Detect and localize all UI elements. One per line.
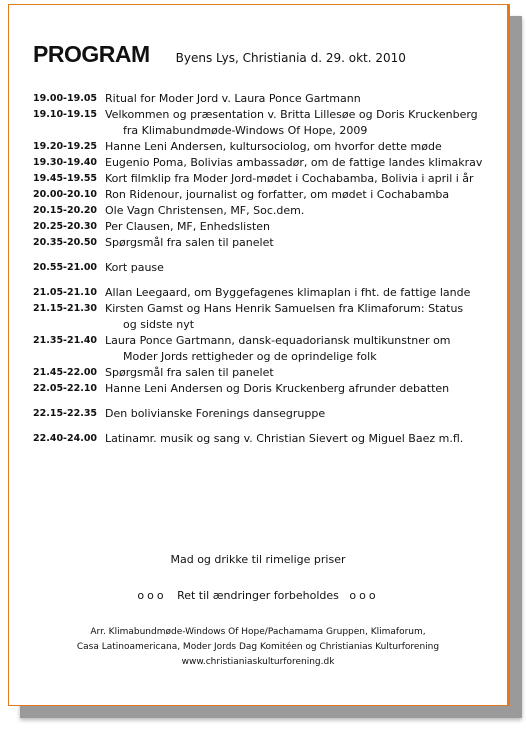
schedule-text bbox=[105, 91, 498, 107]
organizers-line-1: Arr. Klimabundmøde-Windows Of Hope/Pachamama Gruppen, Klimaforum, bbox=[90, 627, 426, 637]
schedule-description: Allan Leegaard, om Byggefagenes klimaplan i fht. de fattige lande bbox=[105, 286, 471, 299]
schedule-description: Ole Vagn Christensen, MF, Soc.dem. bbox=[105, 204, 305, 217]
schedule-list bbox=[33, 91, 498, 447]
row-gap bbox=[33, 276, 498, 285]
schedule-time: 21.45-22.00 bbox=[33, 367, 98, 378]
schedule-row bbox=[33, 187, 498, 203]
event-venue-date: Byens Lys, Christiania d. 29. okt. 2010 bbox=[175, 51, 406, 65]
schedule-text bbox=[105, 301, 498, 333]
header bbox=[33, 41, 493, 68]
schedule-text bbox=[105, 219, 498, 235]
schedule-row bbox=[33, 203, 498, 219]
schedule-description: Spørgsmål fra salen til panelet bbox=[105, 236, 274, 249]
schedule-time: 19.10-19.15 bbox=[33, 109, 98, 120]
schedule-time: 21.05-21.10 bbox=[33, 287, 98, 298]
schedule-text bbox=[105, 431, 498, 447]
schedule-time: 22.40-24.00 bbox=[33, 433, 98, 444]
schedule-text bbox=[105, 285, 498, 301]
schedule-text bbox=[105, 203, 498, 219]
program-page bbox=[8, 4, 510, 706]
schedule-text bbox=[105, 139, 498, 155]
schedule-time: 19.30-19.40 bbox=[33, 157, 98, 168]
schedule-time: 21.15-21.30 bbox=[33, 303, 98, 314]
schedule-row bbox=[33, 219, 498, 235]
schedule-text bbox=[105, 333, 498, 365]
schedule-row bbox=[33, 301, 498, 333]
dots-left: ooo bbox=[137, 589, 167, 602]
schedule-text bbox=[105, 171, 498, 187]
schedule-description: Kirsten Gamst og Hans Henrik Samuelsen fra Klimaforum: Status bbox=[105, 302, 464, 315]
schedule-row bbox=[33, 406, 498, 422]
schedule-description: Per Clausen, MF, Enhedslisten bbox=[105, 220, 271, 233]
schedule-description-continued: fra Klimabundmøde-Windows Of Hope, 2009 bbox=[123, 124, 368, 137]
schedule-description-continued: Moder Jords rettigheder og de oprindelige folk bbox=[123, 350, 377, 363]
schedule-description: Hanne Leni Andersen, kultursociolog, om hvorfor dette møde bbox=[105, 140, 442, 153]
schedule-row bbox=[33, 381, 498, 397]
schedule-description: Ron Ridenour, journalist og forfatter, om mødet i Cochabamba bbox=[105, 188, 450, 201]
row-gap bbox=[33, 397, 498, 406]
schedule-time: 20.00-20.10 bbox=[33, 189, 98, 200]
schedule-time: 20.15-20.20 bbox=[33, 205, 98, 216]
schedule-description: Ritual for Moder Jord v. Laura Ponce Gartmann bbox=[105, 92, 361, 105]
schedule-text bbox=[105, 260, 498, 276]
schedule-description: Den bolivianske Forenings dansegruppe bbox=[105, 407, 326, 420]
notice-line bbox=[9, 589, 507, 602]
schedule-row bbox=[33, 333, 498, 365]
schedule-time: 22.15-22.35 bbox=[33, 408, 98, 419]
schedule-description: Latinamr. musik og sang v. Christian Sievert og Miguel Baez m.fl. bbox=[105, 432, 464, 445]
schedule-text bbox=[105, 406, 498, 422]
schedule-time: 20.25-20.30 bbox=[33, 221, 98, 232]
schedule-row bbox=[33, 91, 498, 107]
dots-right: ooo bbox=[349, 589, 379, 602]
schedule-time: 19.45-19.55 bbox=[33, 173, 98, 184]
schedule-row bbox=[33, 365, 498, 381]
schedule-row bbox=[33, 171, 498, 187]
schedule-row bbox=[33, 235, 498, 251]
change-notice: Ret til ændringer forbeholdes bbox=[177, 589, 339, 602]
schedule-description: Hanne Leni Andersen og Doris Kruckenberg afrunder debatten bbox=[105, 382, 450, 395]
schedule-row bbox=[33, 107, 498, 139]
organizers-line-2: Casa Latinoamericana, Moder Jords Dag Komitéen og Christianias Kulturforening bbox=[76, 642, 440, 652]
schedule-text bbox=[105, 365, 498, 381]
schedule-time: 22.05-22.10 bbox=[33, 383, 98, 394]
page-title: PROGRAM bbox=[33, 41, 150, 67]
row-gap bbox=[33, 251, 498, 260]
schedule-text bbox=[105, 155, 498, 171]
schedule-text bbox=[105, 381, 498, 397]
schedule-row bbox=[33, 139, 498, 155]
schedule-row bbox=[33, 155, 498, 171]
schedule-description-continued: og sidste nyt bbox=[123, 318, 195, 331]
schedule-description: Laura Ponce Gartmann, dansk-equadoriansk multikunstner om bbox=[105, 334, 451, 347]
schedule-description: Velkommen og præsentation v. Britta Lillesøe og Doris Kruckenberg bbox=[105, 108, 478, 121]
schedule-row bbox=[33, 431, 498, 447]
organizers-footer bbox=[9, 625, 507, 670]
schedule-description: Eugenio Poma, Bolivias ambassadør, om de fattige landes klimakrav bbox=[105, 156, 483, 169]
schedule-time: 19.00-19.05 bbox=[33, 93, 98, 104]
schedule-text bbox=[105, 235, 498, 251]
schedule-time: 20.35-20.50 bbox=[33, 237, 98, 248]
schedule-time: 20.55-21.00 bbox=[33, 262, 98, 273]
schedule-time: 19.20-19.25 bbox=[33, 141, 98, 152]
schedule-text bbox=[105, 187, 498, 203]
schedule-description: Kort filmklip fra Moder Jord-mødet i Cochabamba, Bolivia i april i år bbox=[105, 172, 474, 185]
row-gap bbox=[33, 422, 498, 431]
website-link[interactable]: www.christianiaskulturforening.dk bbox=[181, 657, 335, 667]
food-line: Mad og drikke til rimelige priser bbox=[170, 553, 346, 566]
schedule-description: Spørgsmål fra salen til panelet bbox=[105, 366, 274, 379]
schedule-row bbox=[33, 285, 498, 301]
schedule-row bbox=[33, 260, 498, 276]
schedule-time: 21.35-21.40 bbox=[33, 335, 98, 346]
schedule-text bbox=[105, 107, 498, 139]
schedule-description: Kort pause bbox=[105, 261, 164, 274]
